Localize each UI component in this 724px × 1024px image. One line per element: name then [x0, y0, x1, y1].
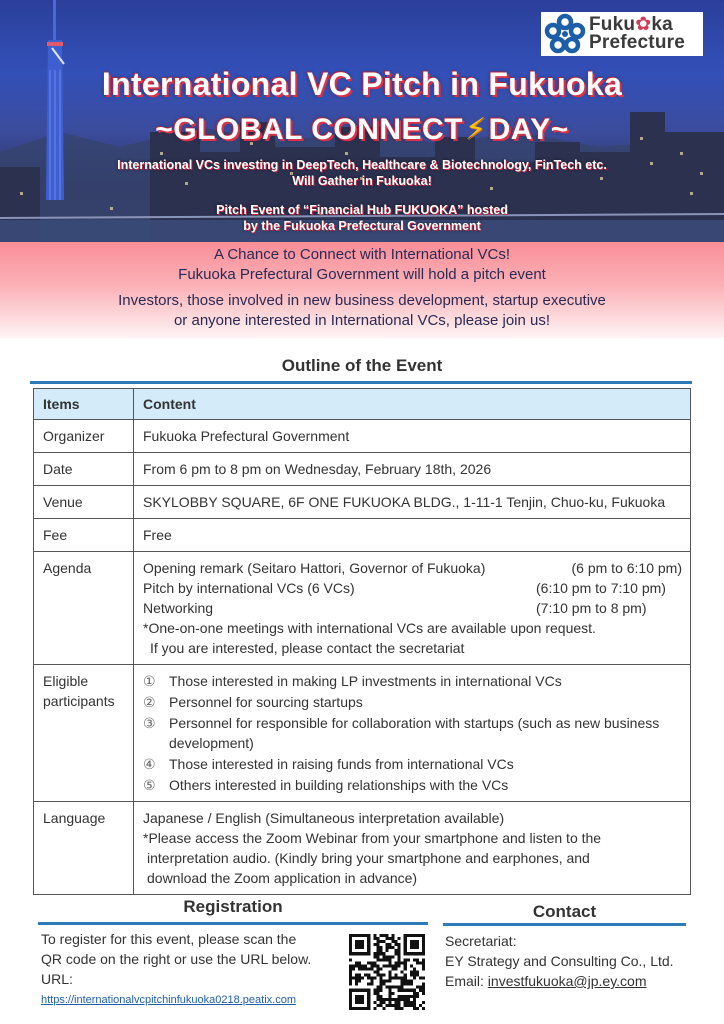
- item-text: Those interested in raising funds from international VCs: [169, 756, 514, 772]
- email-label: Email:: [445, 973, 488, 989]
- agenda-item: [143, 578, 682, 598]
- organizer-value: Fukuoka Prefectural Government: [134, 420, 691, 453]
- agenda-value: [134, 552, 691, 665]
- hero-host: [0, 202, 724, 234]
- lightning-bolt-icon: ⚡: [465, 113, 487, 146]
- subtitle-left: ~GLOBAL CONNECT: [155, 113, 464, 146]
- language-note-3: download the Zoom application in advance): [147, 870, 418, 886]
- intro-line-3: Investors, those involved in new business development, startup executive: [118, 292, 606, 309]
- agenda-item-name: Networking: [143, 600, 214, 616]
- item-text: Others interested in building relationships with the VCs: [169, 777, 509, 793]
- date-label: Date: [34, 453, 134, 486]
- agenda-item: [143, 558, 682, 578]
- registration-line-2: QR code on the right or use the URL below.: [41, 951, 312, 967]
- table-row-language: [34, 802, 691, 895]
- contact-divider: [443, 923, 686, 926]
- hero-banner: [0, 0, 724, 242]
- sakura-icon: ✿: [635, 14, 652, 35]
- registration-url-link[interactable]: https://internationalvcpitchinfukuoka0218.peatix.com: [41, 994, 296, 1006]
- table-header-row: [34, 389, 691, 420]
- contact-line-2: EY Strategy and Consulting Co., Ltd.: [445, 953, 674, 969]
- list-item: [143, 775, 682, 795]
- table-row-venue: [34, 486, 691, 519]
- contact-title: Contact: [532, 902, 597, 921]
- header-items: Items: [34, 389, 134, 420]
- event-subtitle: [0, 112, 724, 147]
- logo-line1-b: ka: [651, 14, 673, 35]
- item-text: Personnel for sourcing startups: [169, 694, 363, 710]
- outline-title: Outline of the Event: [281, 356, 443, 375]
- fukuoka-emblem-icon: [544, 13, 586, 55]
- agenda-item-name: Pitch by international VCs (6 VCs): [143, 580, 355, 596]
- hero-tagline: [0, 157, 724, 189]
- language-label: Language: [34, 802, 134, 895]
- venue-value: SKYLOBBY SQUARE, 6F ONE FUKUOKA BLDG., 1-11-1 Tenjin, Chuo-ku, Fukuoka: [134, 486, 691, 519]
- eligible-label: [34, 665, 134, 802]
- agenda-item-time: (6:10 pm to 7:10 pm): [536, 580, 666, 596]
- agenda-item-time: (7:10 pm to 8 pm): [536, 600, 647, 616]
- registration-line-1: To register for this event, please scan the: [41, 931, 297, 947]
- eligible-label-2: participants: [43, 693, 115, 709]
- item-number: ②: [143, 694, 156, 710]
- agenda-label: Agenda: [34, 552, 134, 665]
- language-note-1: *Please access the Zoom Webinar from your smartphone and listen to the: [143, 830, 602, 846]
- list-item: [143, 671, 682, 691]
- date-value: From 6 pm to 8 pm on Wednesday, February 18th, 2026: [134, 453, 691, 486]
- logo-line1-a: Fuku: [589, 14, 636, 35]
- item-text: Personnel for responsible for collaboration with startups (such as new business development): [169, 715, 660, 751]
- eligible-value: [134, 665, 691, 802]
- registration-divider: [38, 922, 428, 925]
- host-line-2: by the Fukuoka Prefectural Government: [243, 219, 481, 233]
- item-number: ⑤: [143, 777, 156, 793]
- table-row-organizer: [34, 420, 691, 453]
- list-item: [143, 692, 682, 712]
- language-note: [143, 828, 682, 888]
- registration-text: [41, 929, 341, 1010]
- table-row-agenda: [34, 552, 691, 665]
- intro-line-4: or anyone interested in International VCs, please join us!: [173, 312, 551, 329]
- email-link[interactable]: investfukuoka@jp.ey.com: [487, 973, 647, 989]
- registration-title: Registration: [183, 897, 283, 916]
- intro-line-1: A Chance to Connect with International VCs!: [213, 246, 510, 263]
- item-text: Those interested in making LP investments in international VCs: [169, 673, 562, 689]
- tagline-line-1: International VCs investing in DeepTech, Healthcare & Biotechnology, FinTech etc.: [117, 158, 607, 172]
- logo-line2: Prefecture: [589, 32, 685, 53]
- language-value: [134, 802, 691, 895]
- agenda-note: *One-on-one meetings with international VCs are available upon request.: [143, 620, 596, 636]
- eligible-label-1: Eligible: [43, 673, 89, 689]
- subtitle-right: DAY~: [488, 113, 569, 146]
- table-row-fee: [34, 519, 691, 552]
- registration-url-label: URL:: [41, 971, 73, 987]
- agenda-item: [143, 598, 682, 618]
- table-row-date: [34, 453, 691, 486]
- tagline-line-2: Will Gather in Fukuoka!: [292, 174, 432, 188]
- item-number: ④: [143, 756, 156, 772]
- agenda-item-time: (6 pm to 6:10 pm): [571, 560, 682, 576]
- contact-line-1: Secretariat:: [445, 933, 517, 949]
- venue-label: Venue: [34, 486, 134, 519]
- host-line-1: Pitch Event of “Financial Hub FUKUOKA” hosted: [216, 203, 508, 217]
- fee-value: Free: [134, 519, 691, 552]
- fukuoka-prefecture-logo: [541, 12, 703, 56]
- outline-divider: [30, 381, 692, 384]
- agenda-note-2: If you are interested, please contact the secretariat: [150, 640, 465, 656]
- intro-band: [0, 242, 724, 338]
- qr-code-icon[interactable]: [349, 934, 425, 1010]
- list-item: [143, 754, 682, 774]
- language-note-2: interpretation audio. (Kindly bring your smartphone and earphones, and: [147, 850, 590, 866]
- item-number: ③: [143, 715, 156, 731]
- table-row-eligible: [34, 665, 691, 802]
- list-item: [143, 713, 682, 753]
- contact-email-row: [445, 971, 705, 991]
- language-main: Japanese / English (Simultaneous interpretation available): [143, 810, 505, 826]
- agenda-item-name: Opening remark (Seitaro Hattori, Governor of Fukuoka): [143, 560, 486, 576]
- fee-label: Fee: [34, 519, 134, 552]
- intro-line-2: Fukuoka Prefectural Government will hold a pitch event: [178, 266, 546, 283]
- outline-table: [33, 388, 691, 895]
- contact-text: [445, 931, 705, 991]
- event-title: International VC Pitch in Fukuoka: [101, 66, 623, 102]
- organizer-label: Organizer: [34, 420, 134, 453]
- header-content: Content: [134, 389, 691, 420]
- item-number: ①: [143, 673, 156, 689]
